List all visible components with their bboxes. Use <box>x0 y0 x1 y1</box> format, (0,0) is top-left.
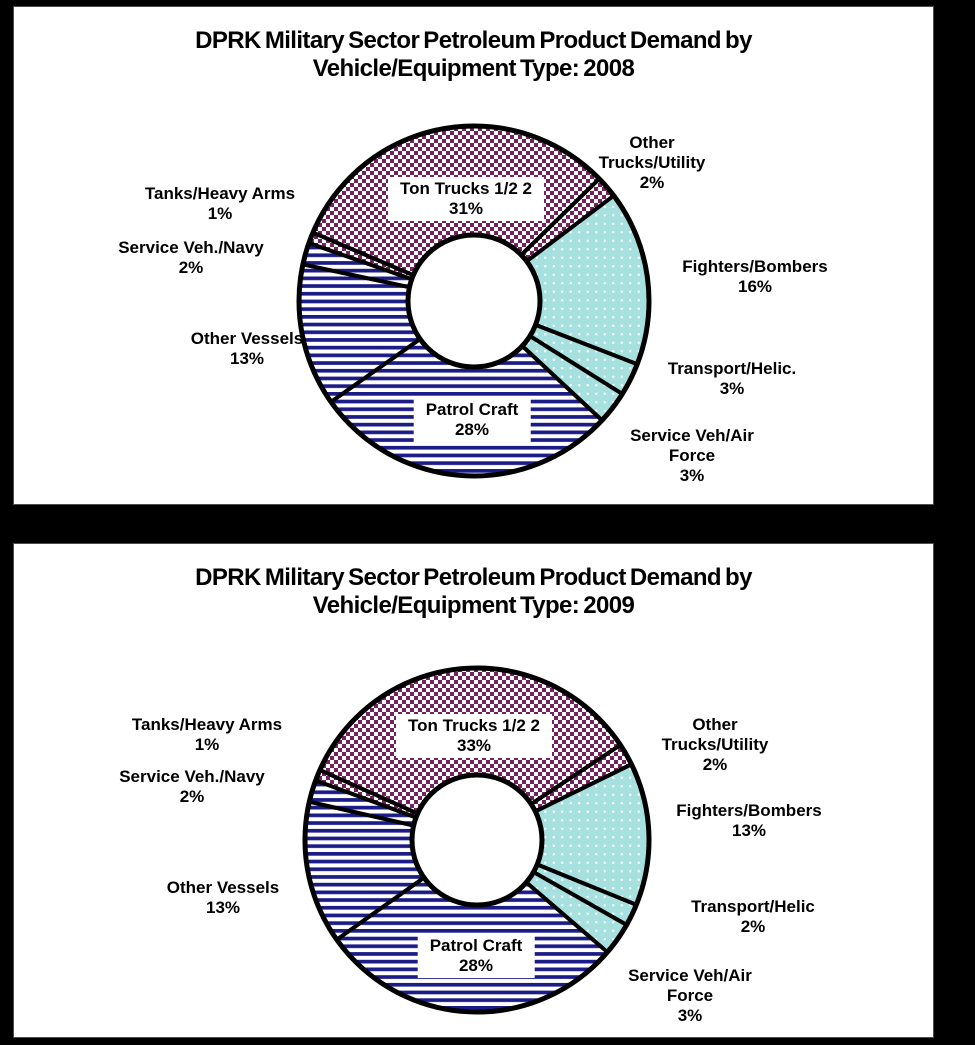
label-text: Transport/Helic. <box>667 359 797 378</box>
label-pct: 3% <box>677 1006 703 1025</box>
label-text: Patrol Craft <box>429 936 523 955</box>
label-pct: 13% <box>229 349 265 368</box>
label-pct: 33% <box>456 736 492 755</box>
label-text: Ton Trucks 1/2 2 <box>400 179 532 198</box>
label-pct: 16% <box>737 277 773 296</box>
donut-hole-2009 <box>412 775 542 905</box>
chart-title-2008-line2: Vehicle/Equipment Type: 2008 <box>312 55 635 82</box>
label-text: Tanks/Heavy Arms <box>144 184 296 203</box>
label-pct: 2% <box>702 755 728 774</box>
label-pct: 3% <box>679 466 705 485</box>
label-text: Other Trucks/Utility <box>598 133 706 172</box>
label-text: Other Vessels <box>190 329 304 348</box>
label-text: Other Trucks/Utility <box>661 715 769 754</box>
label-pct: 1% <box>207 204 233 223</box>
label-tanks-heavy-arms-2008 <box>115 184 325 224</box>
label-text: Fighters/Bombers <box>676 801 822 820</box>
label-other-vessels-2008 <box>162 329 332 369</box>
label-service-veh-navy-2008 <box>91 238 291 278</box>
chart-title-2008-line1: DPRK Military Sector Petroleum Product Demand by <box>195 27 752 54</box>
label-pct: 2% <box>179 787 205 806</box>
label-service-veh-navy-2009 <box>92 767 292 807</box>
label-ton-trucks-2009 <box>396 714 552 758</box>
label-pct: 13% <box>731 821 767 840</box>
label-pct: 2% <box>639 173 665 192</box>
label-pct: 28% <box>458 956 494 975</box>
chart-panel-2008 <box>13 6 934 505</box>
label-other-vessels-2009 <box>138 878 308 918</box>
label-fighters-bombers-2008 <box>650 257 860 297</box>
label-ton-trucks-2008 <box>388 177 544 221</box>
label-service-veh-air-force-2008 <box>622 426 762 486</box>
chart-title-2009-line1: DPRK Military Sector Petroleum Product Demand by <box>195 564 752 591</box>
label-text: Other Vessels <box>166 878 280 897</box>
chart-panel-2009 <box>13 543 934 1038</box>
label-fighters-bombers-2009 <box>644 801 854 841</box>
label-text: Service Veh./Navy <box>118 238 264 257</box>
label-text: Tanks/Heavy Arms <box>131 715 283 734</box>
label-patrol-craft-2009 <box>418 934 535 978</box>
label-transport-helic-2008 <box>642 359 822 399</box>
label-pct: 2% <box>178 258 204 277</box>
label-pct: 13% <box>205 898 241 917</box>
label-text: Service Veh/Air Force <box>628 966 752 1005</box>
donut-hole-2008 <box>408 235 540 367</box>
label-text: Ton Trucks 1/2 2 <box>408 716 540 735</box>
label-pct: 3% <box>719 379 745 398</box>
label-other-trucks-utility-2008 <box>592 133 712 193</box>
label-other-trucks-utility-2009 <box>655 715 775 775</box>
chart-title-2009-line2: Vehicle/Equipment Type: 2009 <box>312 592 635 619</box>
label-pct: 31% <box>448 199 484 218</box>
label-transport-helic-2009 <box>663 897 843 937</box>
label-service-veh-air-force-2009 <box>620 966 760 1026</box>
label-pct: 1% <box>194 735 220 754</box>
label-text: Fighters/Bombers <box>682 257 828 276</box>
label-text: Patrol Craft <box>425 400 519 419</box>
label-pct: 28% <box>454 420 490 439</box>
label-text: Transport/Helic <box>691 897 815 916</box>
label-text: Service Veh/Air Force <box>630 426 754 465</box>
label-patrol-craft-2008 <box>414 398 531 442</box>
label-tanks-heavy-arms-2009 <box>102 715 312 755</box>
label-pct: 2% <box>740 917 766 936</box>
label-text: Service Veh./Navy <box>119 767 265 786</box>
